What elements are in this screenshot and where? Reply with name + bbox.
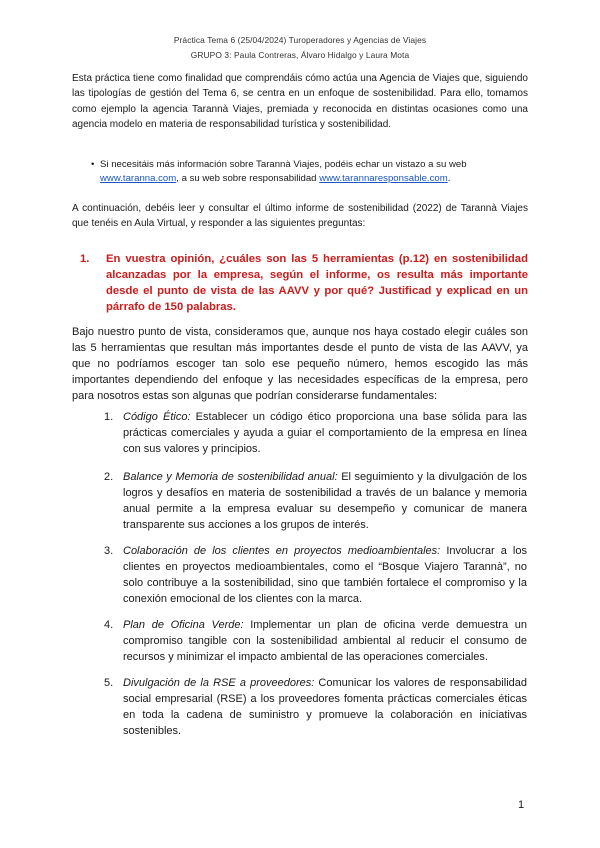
tool-item	[104, 676, 527, 740]
instructions-paragraph: A continuación, debéis leer y consultar el último informe de sostenibilidad (2022) de Tarannà Viajes que tenéis en Aula Virtual, y responder a las siguientes preguntas:	[72, 203, 528, 230]
tool-description: Establecer un código ético proporciona una base sólida para las prácticas comerciales y ayuda a guiar el comportamiento de la empresa en línea con sus valores y principios.	[123, 411, 527, 455]
taranna-responsable-link[interactable]: www.tarannaresponsable.com	[319, 173, 448, 185]
tool-description: Implementar un plan de oficina verde demuestra un compromiso tangible con la sostenibilidad ambiental al reducir el consumo de recursos y minimizar el impacto ambiental de las operaciones comerciales.	[123, 619, 528, 663]
taranna-link[interactable]: www.taranna.com	[100, 173, 177, 185]
header-course-line: Práctica Tema 6 (25/04/2024) Turoperadores y Agencias de Viajes	[173, 35, 427, 45]
tool-title: Colaboración de los clientes en proyectos medioambientales:	[123, 545, 441, 557]
tool-item	[104, 618, 527, 666]
tool-number: 3.	[104, 545, 114, 557]
tool-title: Balance y Memoria de sostenibilidad anual:	[123, 471, 338, 483]
tool-title: Plan de Oficina Verde:	[123, 619, 244, 631]
tool-description: Comunicar los valores de responsabilidad social empresarial (RSE) a los proveedores fomenta prácticas comerciales éticas en toda la cadena de suministro y promueve la colaboración en iniciativas sostenibles.	[123, 677, 527, 737]
answer-paragraph: Bajo nuestro punto de vista, consideramos que, aunque nos haya costado elegir cuáles son las 5 herramientas que resultan más importantes desde el punto de vista de las AAVV, ya que no podríamos escoger tan solo ese pequeño número, hemos escogido las más importantes dependiendo del enfoque y las necesidades específicas de la empresa, pero para nosotros estas son algunas que podrían considerarse fundamentales:	[72, 326, 528, 402]
info-bullet	[91, 158, 530, 187]
bullet-text-mid: , a su web sobre responsabilidad	[176, 173, 320, 185]
tool-number: 1.	[104, 411, 114, 423]
tool-title: Código Ético:	[123, 411, 191, 423]
tool-item	[104, 470, 527, 534]
bullet-text-after: .	[447, 173, 451, 185]
page-number: 1	[518, 799, 525, 811]
intro-paragraph: Esta práctica tiene como finalidad que comprendáis cómo actúa una Agencia de Viajes que, siguiendo las tipologías de gestión del Tema 6, se centra en un enfoque de sostenibilidad. Para ello, tomamos como ejemplo la agencia Tarannà Viajes, premiada y reconocida en distintas ocasiones como una agencia modelo en materia de responsabilidad turística y sostenibilidad.	[72, 73, 528, 130]
tool-description: Involucrar a los clientes en proyectos medioambientales, como el “Bosque Viajero Tarannà”, no solo contribuye a la sostenibilidad, sino que también fortalece el compromiso y la conexión emocional de los clientes con la marca.	[123, 545, 527, 605]
header-group-line: GRUPO 3: Paula Contreras, Álvaro Hidalgo y Laura Mota	[190, 50, 410, 60]
tool-item	[104, 544, 527, 608]
tool-number: 4.	[104, 619, 114, 631]
bullet-dot: •	[91, 159, 95, 170]
bullet-text-before: Si necesitáis más información sobre Tarannà Viajes, podéis echar un vistazo a su web	[100, 159, 467, 170]
question-number: 1.	[80, 253, 90, 265]
tool-number: 2.	[104, 471, 114, 483]
question-text: En vuestra opinión, ¿cuáles son las 5 herramientas (p.12) en sostenibilidad alcanzadas por la empresa, según el informe, os resulta más importante desde el punto de vista de las AAVV y por qué? Justificad y explicad en un párrafo de 150 palabras.	[106, 253, 528, 314]
tool-description: El seguimiento y la divulgación de los logros y desafíos en materia de sostenibilidad a través de un balance y memoria anual permite a la empresa evaluar su desempeño y comunicar de manera transparente sus acciones a los grupos de interés.	[123, 471, 527, 531]
tool-number: 5.	[104, 677, 114, 689]
tool-item	[104, 410, 527, 458]
question-1	[80, 251, 528, 315]
tool-title: Divulgación de la RSE a proveedores:	[123, 677, 315, 689]
